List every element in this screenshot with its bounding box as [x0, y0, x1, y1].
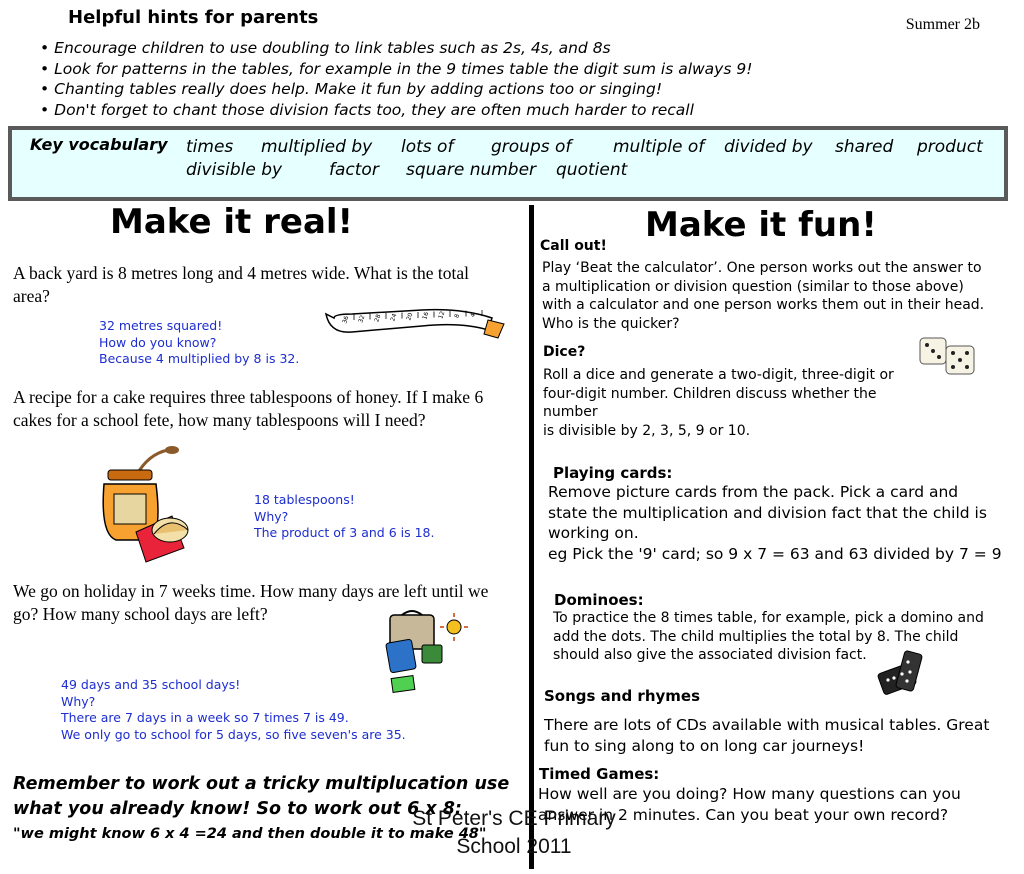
- activity-title: Call out!: [540, 238, 607, 254]
- problem-question: We go on holiday in 7 weeks time. How many days are left until we go? How many school days are left?: [13, 581, 489, 624]
- vocab-word: times: [186, 137, 234, 157]
- activity-title: Timed Games:: [539, 765, 660, 783]
- activity-text: To practice the 8 times table, for example, pick a domino and add the dots. The child multiplies the total by 8. The child should also give the associated division fact.: [553, 610, 984, 663]
- vocab-word: product: [917, 137, 983, 157]
- vocab-word: multiple of: [613, 137, 705, 157]
- tape-number: 16: [421, 311, 431, 321]
- activity-text: Play ‘Beat the calculator’. One person works out the answer to a multiplication or division question (similar to those above) with a calculator and one person works them out in their head. Who is the quicker?: [542, 260, 985, 332]
- problem-question: A back yard is 8 metres long and 4 metres wide. What is the total area?: [13, 263, 470, 306]
- problem-answer: 32 metres squared! How do you know? Because 4 multiplied by 8 is 32.: [99, 318, 300, 366]
- hint-item: • Chanting tables really does help. Make it fun by adding actions too or singing!: [40, 79, 752, 100]
- dice-icon: [916, 334, 980, 380]
- activity-text: There are lots of CDs available with musical tables. Great fun to sing along to on long car journeys!: [544, 716, 990, 755]
- tape-number: 4: [469, 312, 478, 319]
- hint-item: • Don't forget to chant those division facts too, they are often much harder to recall: [40, 100, 752, 121]
- problem-question: A recipe for a cake requires three tablespoons of honey. If I make 6 cakes for a school fete, how many tablespoons will I need?: [13, 387, 484, 430]
- make-it-fun-heading: Make it fun!: [645, 205, 877, 245]
- honey-jar-icon: [96, 444, 200, 568]
- tape-number: 28: [373, 313, 383, 324]
- column-divider: [529, 205, 534, 869]
- hints-list: [40, 38, 752, 120]
- tape-number: 8: [453, 313, 462, 320]
- activity-title: Dominoes:: [554, 591, 644, 609]
- activity-title: Dice?: [543, 344, 586, 360]
- vocab-word: square number: [406, 160, 537, 180]
- tape-number: 24: [389, 312, 399, 323]
- tape-measure-icon: [322, 296, 506, 340]
- vocab-word: divided by: [724, 137, 813, 157]
- activity-title: Songs and rhymes: [544, 687, 701, 705]
- term-label: Summer 2b: [905, 16, 980, 33]
- vocab-word: quotient: [556, 160, 628, 180]
- dominoes-icon: [876, 648, 934, 700]
- hint-item: • Encourage children to use doubling to link tables such as 2s, 4s, and 8s: [40, 38, 752, 59]
- tape-number: 20: [405, 311, 415, 322]
- tape-number: 32: [357, 314, 367, 324]
- activity-text: Roll a dice and generate a two-digit, three-digit or four-digit number. Children discuss whether the number is divisible by 2, 3, 5, 9 or 10.: [543, 367, 894, 439]
- hints-title: Helpful hints for parents: [68, 7, 319, 28]
- vocab-word: factor: [329, 160, 379, 180]
- activity-title: Playing cards:: [553, 464, 673, 482]
- vocab-word: divisible by: [186, 160, 283, 180]
- vocab-word: multiplied by: [261, 137, 373, 157]
- vocab-word: lots of: [401, 137, 454, 157]
- problem-answer: 18 tablespoons! Why? The product of 3 and 6 is 18.: [254, 492, 435, 540]
- activity-text: Remove picture cards from the pack. Pick a card and state the multiplication and division fact that the child is working on. eg Pick the '9' card; so 9 x 7 = 63 and 63 divided by 7 = 9: [548, 483, 1002, 563]
- key-vocabulary-label: Key vocabulary: [30, 135, 168, 154]
- school-footer: St Peter's CE Primary School 2011: [412, 807, 616, 858]
- vocab-word: groups of: [491, 137, 572, 157]
- remember-tip: Remember to work out a tricky multiplucation use what you already know! So to work out 6 x 8: "we might know 6 x 4 =24 and then double it to make 48": [13, 774, 510, 842]
- activity-text: How well are you doing? How many questions can you answer in 2 minutes. Can you beat your own record?: [538, 785, 961, 824]
- problem-answer: 49 days and 35 school days! Why? There are 7 days in a week so 7 times 7 is 49. We only go to school for 5 days, so five seven's are 35.: [61, 677, 406, 742]
- hint-item: • Look for patterns in the tables, for example in the 9 times table the digit sum is always 9!: [40, 59, 752, 80]
- vocab-word: shared: [835, 137, 894, 157]
- make-it-real-heading: Make it real!: [110, 202, 354, 242]
- tape-number: 12: [437, 310, 447, 320]
- tape-number: 36: [341, 315, 351, 325]
